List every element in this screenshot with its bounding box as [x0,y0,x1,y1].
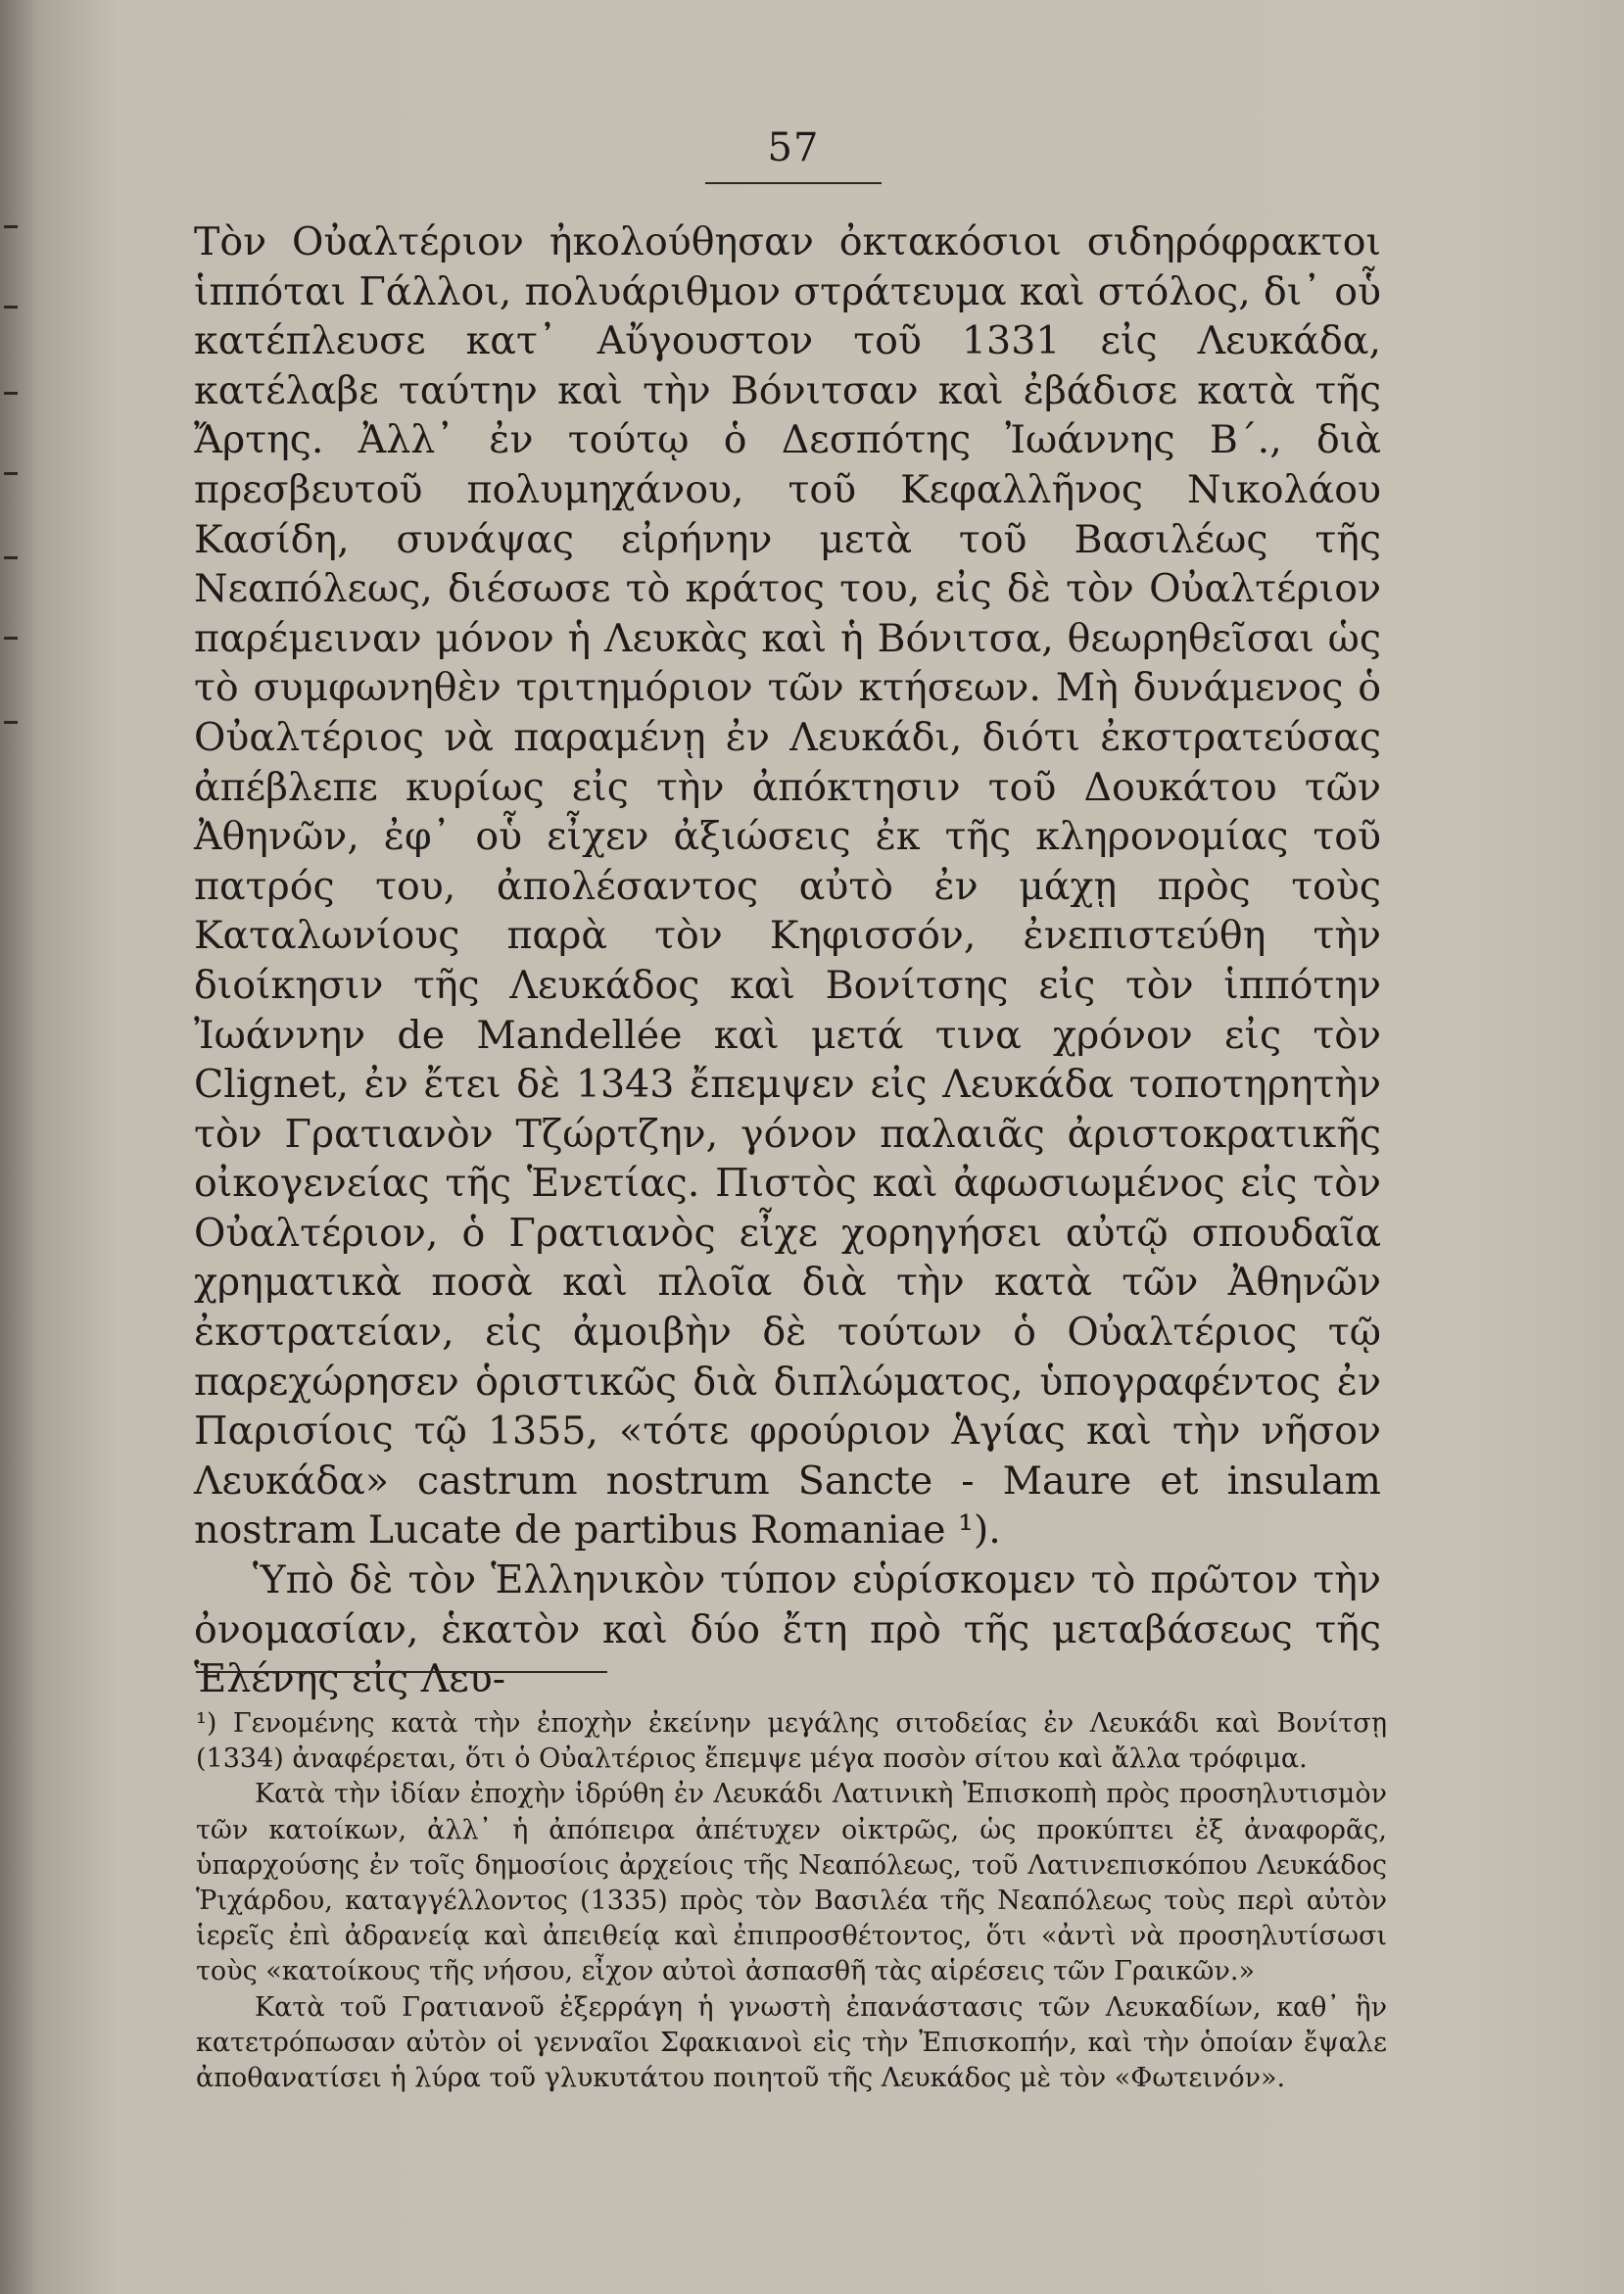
footnote: Κατὰ τὴν ἰδίαν ἐποχὴν ἱδρύθη ἐν Λευκάδι Λατινικὴ Ἐπισκοπὴ πρὸς προσηλυτισμὸν τῶν κατοίκων, ἀλλ᾽ ἡ ἀπόπειρα ἀπέτυχεν οἰκτρῶς, ὡς προκύπτει ἐξ ἀναφορᾶς, ὑπαρχούσης ἐν τοῖς δημοσίοις ἀρχείοις τῆς Νεαπόλεως, τοῦ Λατινεπισκόπου Λευκάδος Ῥιχάρδου, καταγγέλλοντος (1335) πρὸς τὸν Βασιλέα τῆς Νεαπόλεως τοὺς περὶ αὐτὸν ἱερεῖς ἐπὶ ἀδρανείᾳ καὶ ἀπειθείᾳ καὶ ἐπιπροσθέτοντος, ὅτι «ἀντὶ νὰ προσηλυτίσωσι τοὺς «κατοίκους τῆς νήσου, εἶχον αὐτοὶ ἀσπασθῆ τὰς αἱρέσεις τῶν Γραικῶν.» [196,1779,1387,1987]
body-paragraph: Ὑπὸ δὲ τὸν Ἑλληνικὸν τύπον εὑρίσκομεν τὸ πρῶτον τὴν ὀνομασίαν, ἑκατὸν καὶ δύο ἔτη πρὸ τῆς μεταβάσεως τῆς Ἑλένης εἰς Λευ- [194,1557,1381,1702]
footnote: Κατὰ τοῦ Γρατιανοῦ ἐξερράγη ἡ γνωστὴ ἐπανάστασις τῶν Λευκαδίων, καθ᾽ ἣν κατετρόπωσαν αὐτὸν οἱ γενναῖοι Σφακιανοὶ εἰς τὴν Ἐπισκοπήν, καὶ τὴν ὁποίαν ἔψαλε ἀποθανατίσει ἡ λύρα τοῦ γλυκυτάτου ποιητοῦ τῆς Λευκάδος μὲ τὸν «Φωτεινόν». [196,1991,1387,2094]
body-text [194,217,1381,1704]
page-number-rule [705,182,882,184]
footnotes [196,1706,1387,2096]
body-paragraph: Τὸν Οὐαλτέριον ἠκολούθησαν ὀκτακόσιοι σιδηρόφρακτοι ἱππόται Γάλλοι, πολυάριθμον στράτευμα καὶ στόλος, δι᾽ οὗ κατέπλευσε κατ᾽ Αὔγουστον τοῦ 1331 εἰς Λευκάδα, κατέλαβε ταύτην καὶ τὴν Βόνιτσαν καὶ ἐβάδισε κατὰ τῆς Ἄρτης. Ἀλλ᾽ ἐν τούτῳ ὁ Δεσπότης Ἰωάννης Β΄., διὰ πρεσβευτοῦ πολυμηχάνου, τοῦ Κεφαλλῆνος Νικολάου Κασίδη, συνάψας εἰρήνην μετὰ τοῦ Βασιλέως τῆς Νεαπόλεως, διέσωσε τὸ κράτος του, εἰς δὲ τὸν Οὐαλτέριον παρέμειναν μόνον ἡ Λευκὰς καὶ ἡ Βόνιτσα, θεωρηθεῖσαι ὡς τὸ συμφωνηθὲν τριτημόριον τῶν κτήσεων. Μὴ δυνάμενος ὁ Οὐαλτέριος νὰ παραμένῃ ἐν Λευκάδι, διότι ἐκστρατεύσας ἀπέβλεπε κυρίως εἰς τὴν ἀπόκτησιν τοῦ Δουκάτου τῶν Ἀθηνῶν, ἐφ᾽ οὗ εἶχεν ἀξιώσεις ἐκ τῆς κληρονομίας τοῦ πατρός του, ἀπολέσαντος αὐτὸ ἐν μάχῃ πρὸς τοὺς Καταλωνίους παρὰ τὸν Κηφισσόν, ἐνεπιστεύθη τὴν διοίκησιν τῆς Λευκάδος καὶ Βονίτσης εἰς τὸν ἱππότην Ἰωάννην de Mandellée καὶ μετά τινα χρόνον εἰς τὸν Clignet, ἐν ἔτει δὲ 1343 ἔπεμψεν εἰς Λευκάδα τοποτηρητὴν τὸν Γρατιανὸν Τζώρτζην, γόνον παλαιᾶς ἀριστοκρατικῆς οἰκογενείας τῆς Ἑνετίας. Πιστὸς καὶ ἀφωσιωμένος εἰς τὸν Οὐαλτέριον, ὁ Γρατιανὸς εἶχε χορηγήσει αὐτῷ σπουδαῖα χρηματικὰ ποσὰ καὶ πλοῖα διὰ τὴν κατὰ τῶν Ἀθηνῶν ἐκστρατείαν, εἰς ἀμοιβὴν δὲ τούτων ὁ Οὐαλτέριος τῷ παρεχώρησεν ὁριστικῶς διὰ διπλώματος, ὑπογραφέντος ἐν Παρισίοις τῷ 1355, «τότε φρούριον Ἁγίας καὶ τὴν νῆσον Λευκάδα» castrum nostrum Sancte - Maure et insulam nostram Lucate de partibus Romaniae ¹). [194,219,1381,1553]
page-number: 57 [767,125,820,170]
footnote-rule [196,1671,607,1673]
footnote: ¹) Γενομένης κατὰ τὴν ἐποχὴν ἐκείνην μεγάλης σιτοδείας ἐν Λευκάδι καὶ Βονίτσῃ (1334) ἀναφέρεται, ὅτι ὁ Οὐαλτέριος ἔπεμψε μέγα ποσὸν σίτου καὶ ἄλλα τρόφιμα. [196,1708,1387,1775]
gutter-marks [0,196,29,882]
